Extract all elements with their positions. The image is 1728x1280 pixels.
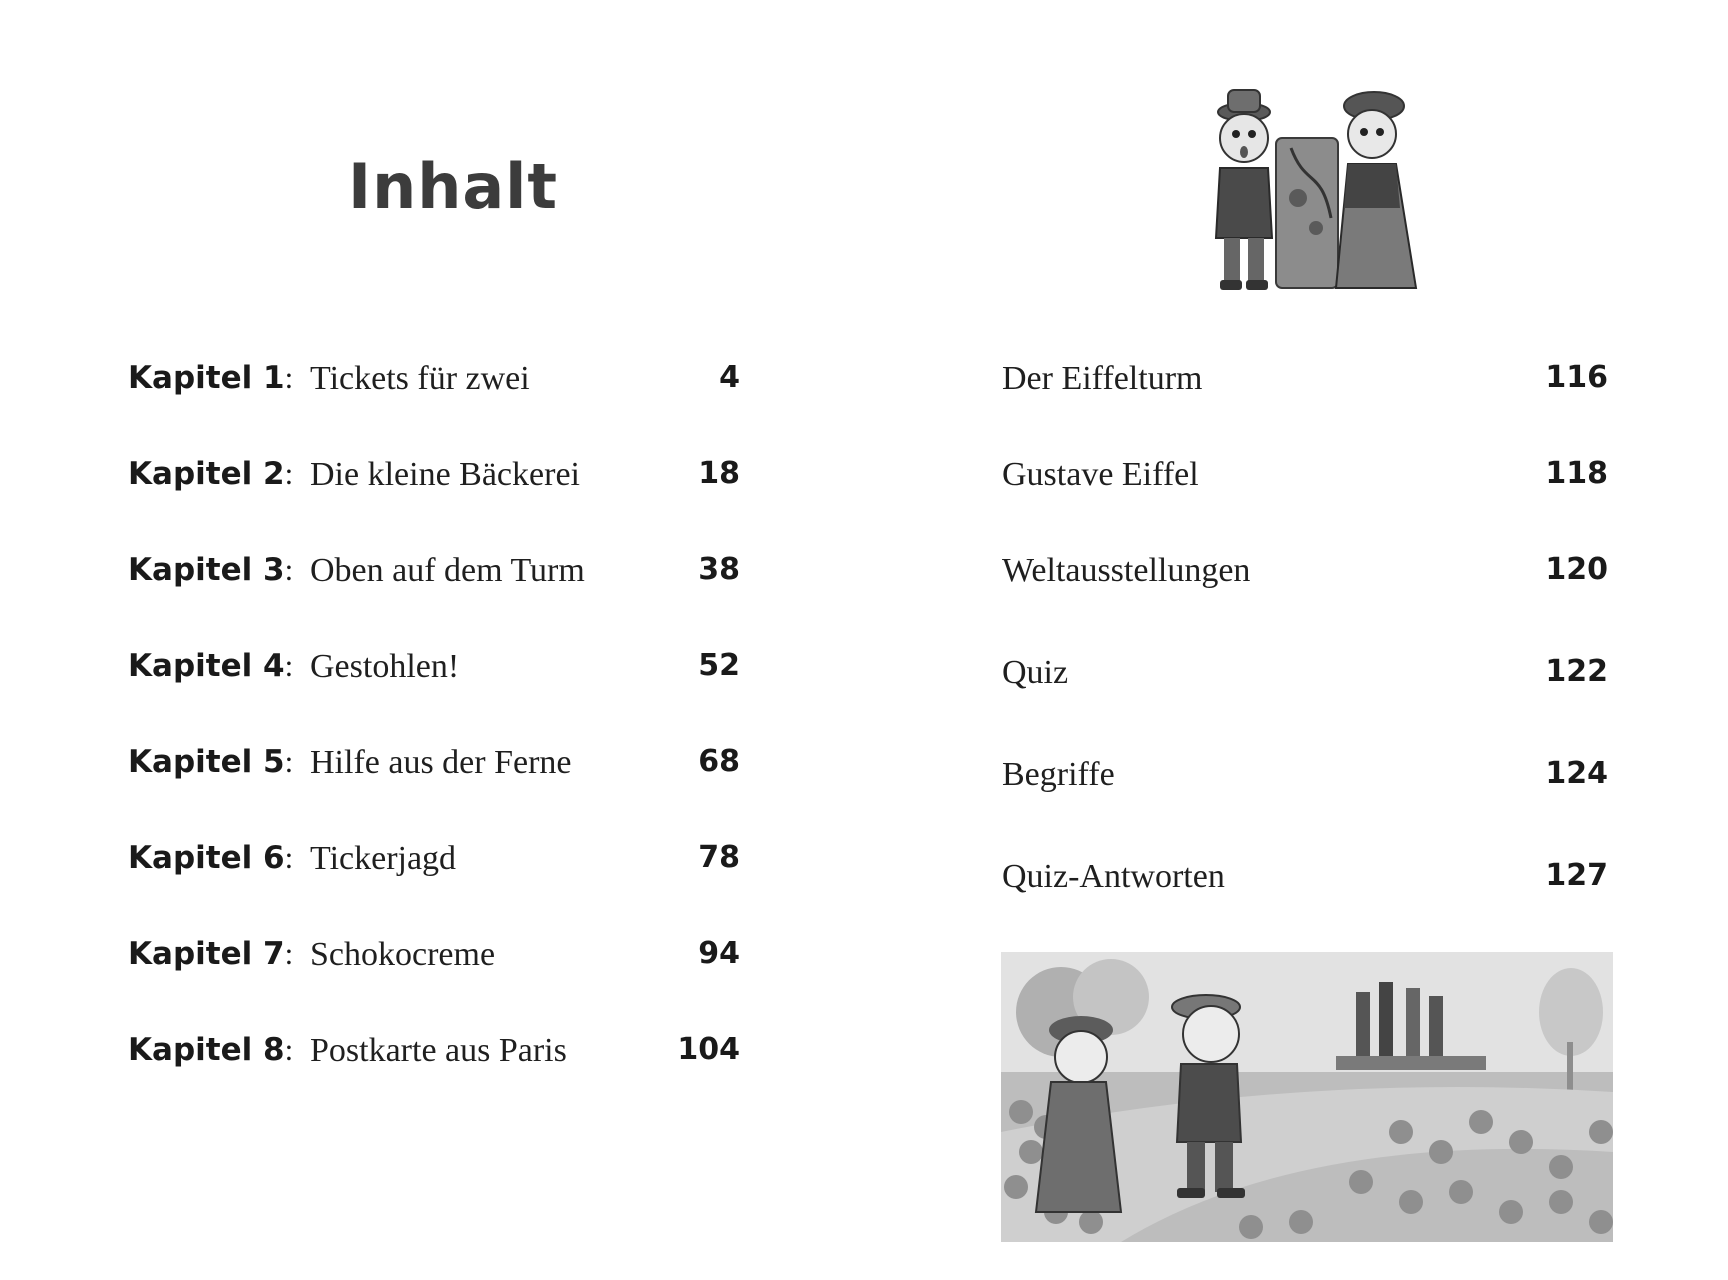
toc-row[interactable] bbox=[1002, 858, 1608, 908]
chapter-title: Gestohlen! bbox=[310, 648, 460, 685]
toc-row[interactable] bbox=[128, 640, 740, 736]
chapter-title: Die kleine Bäckerei bbox=[310, 456, 580, 493]
page-number: 104 bbox=[677, 1032, 740, 1067]
toc-row[interactable] bbox=[128, 544, 740, 640]
toc-row[interactable] bbox=[128, 832, 740, 928]
section-title: Quiz-Antworten bbox=[1002, 858, 1225, 895]
chapter-label: Kapitel 8: bbox=[128, 1032, 294, 1068]
page-number: 116 bbox=[1545, 360, 1608, 395]
page-number: 78 bbox=[698, 840, 740, 875]
chapter-label: Kapitel 5: bbox=[128, 744, 294, 780]
page-number: 38 bbox=[698, 552, 740, 587]
toc-row[interactable] bbox=[1002, 552, 1608, 602]
chapter-label: Kapitel 6: bbox=[128, 840, 294, 876]
chapter-title: Tickets für zwei bbox=[310, 360, 530, 397]
section-title: Der Eiffelturm bbox=[1002, 360, 1203, 397]
chapter-label: Kapitel 4: bbox=[128, 648, 294, 684]
toc-row[interactable] bbox=[1002, 654, 1608, 704]
illustration-park-walk bbox=[1001, 952, 1613, 1242]
section-title: Begriffe bbox=[1002, 756, 1115, 793]
toc-row[interactable] bbox=[1002, 756, 1608, 806]
page-number: 94 bbox=[698, 936, 740, 971]
toc-row[interactable] bbox=[128, 928, 740, 1024]
section-title: Weltausstellungen bbox=[1002, 552, 1251, 589]
toc-row[interactable] bbox=[128, 736, 740, 832]
toc-row[interactable] bbox=[128, 352, 740, 448]
page-number: 120 bbox=[1545, 552, 1608, 587]
page-number: 4 bbox=[719, 360, 740, 395]
section-title: Gustave Eiffel bbox=[1002, 456, 1199, 493]
page-number: 68 bbox=[698, 744, 740, 779]
toc-chapters bbox=[128, 352, 740, 1120]
page-number: 127 bbox=[1545, 858, 1608, 893]
chapter-title: Schokocreme bbox=[310, 936, 496, 973]
toc-row[interactable] bbox=[1002, 456, 1608, 506]
chapter-label: Kapitel 2: bbox=[128, 456, 294, 492]
chapter-title: Oben auf dem Turm bbox=[310, 552, 585, 589]
chapter-label: Kapitel 7: bbox=[128, 936, 294, 972]
chapter-title: Postkarte aus Paris bbox=[310, 1032, 567, 1069]
page-title: Inhalt bbox=[348, 150, 559, 223]
page-number: 124 bbox=[1545, 756, 1608, 791]
toc-row[interactable] bbox=[1002, 360, 1608, 410]
chapter-title: Tickerjagd bbox=[310, 840, 457, 877]
chapter-title: Hilfe aus der Ferne bbox=[310, 744, 572, 781]
page-number: 122 bbox=[1545, 654, 1608, 689]
page-number: 18 bbox=[698, 456, 740, 491]
chapter-label: Kapitel 3: bbox=[128, 552, 294, 588]
page-number: 52 bbox=[698, 648, 740, 683]
section-title: Quiz bbox=[1002, 654, 1069, 691]
page-number: 118 bbox=[1545, 456, 1608, 491]
chapter-label: Kapitel 1: bbox=[128, 360, 294, 396]
toc-row[interactable] bbox=[128, 448, 740, 544]
illustration-children-telephone bbox=[1196, 68, 1436, 298]
toc-row[interactable] bbox=[128, 1024, 740, 1120]
